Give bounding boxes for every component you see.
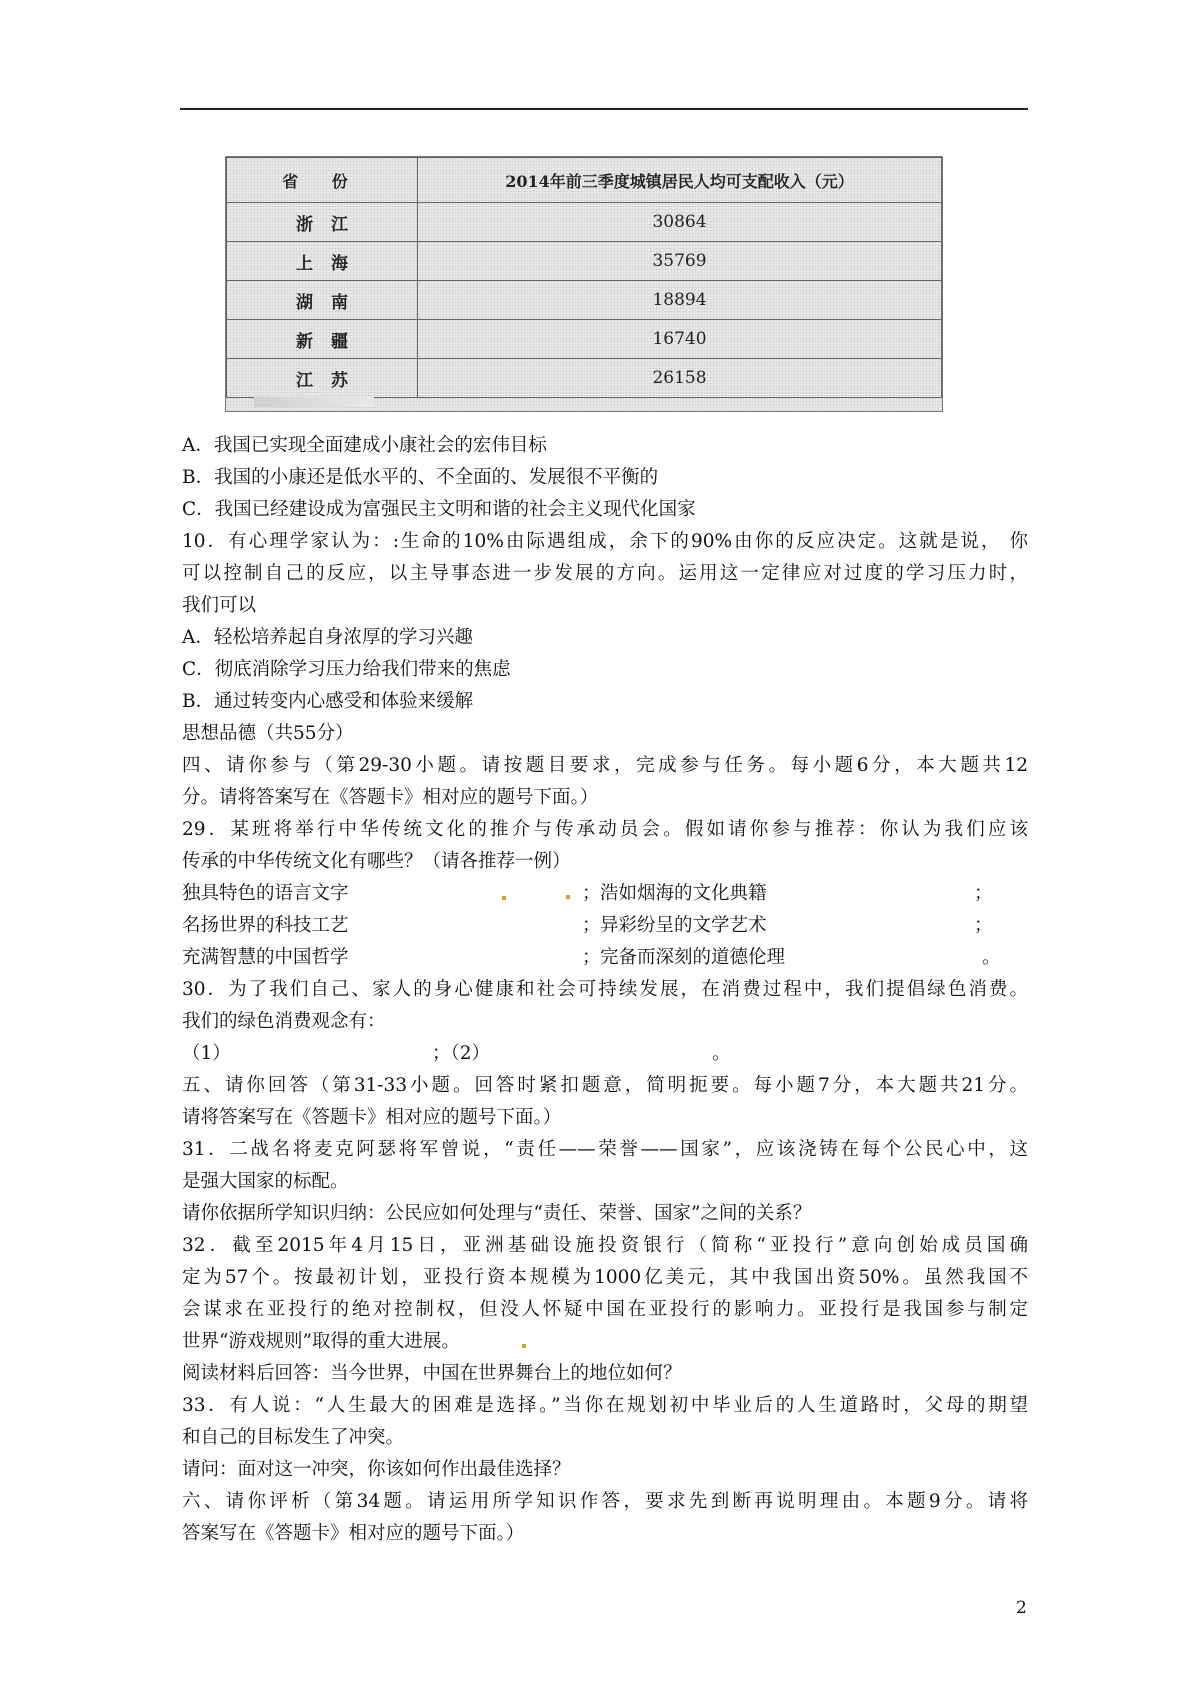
question-32-line-4: 世界“游戏规则”取得的重大进展。 [182,1331,460,1352]
question-30-line-2: 我们的绿色消费观念有： [182,1011,386,1032]
question-31-line-2: 是强大国家的标配。 [182,1171,349,1192]
table-row [227,320,942,359]
header-rule [180,108,1028,110]
culture-left: 充满智慧的中国哲学 [182,947,349,968]
income-table [226,157,942,398]
option-c: C．我国已经建设成为富强民主文明和谐的社会主义现代化国家 [182,499,696,520]
table-row [227,203,942,242]
province-cell: 湖南 [227,281,418,320]
culture-sep: ； [582,883,601,904]
culture-sep: ； [582,947,601,968]
q10-option-a: A．轻松培养起自身浓厚的学习兴趣 [182,627,473,648]
culture-right: 异彩纷呈的文学艺术 [600,915,767,936]
culture-row [182,946,1001,970]
culture-end: 。 [982,947,1001,968]
question-32-line-3: 会谋求在亚投行的绝对控制权，但没人怀疑中国在亚投行的影响力。亚投行是我国参与制定 [182,1299,1028,1320]
province-cell: 江苏 [227,359,418,398]
province-cell: 新疆 [227,320,418,359]
table-row [227,242,942,281]
income-cell: 26158 [418,359,942,398]
province-cell: 浙江 [227,203,418,242]
section-4-line-1: 四、请你参与（第29-30小题。请按题目要求，完成参与任务。每小题6分，本大题共12 [182,755,1028,776]
scan-smudge [254,397,374,407]
culture-left: 名扬世界的科技工艺 [182,915,349,936]
header-province: 省 份 [227,158,418,203]
question-32-prompt: 阅读材料后回答：当今世界，中国在世界舞台上的地位如何？ [182,1363,682,1384]
option-a: A．我国已实现全面建成小康社会的宏伟目标 [182,435,547,456]
consumption-end: 。 [712,1043,731,1064]
q10-option-b: B．通过转变内心感受和体验来缓解 [182,691,474,712]
section-title: 思想品德（共55分） [182,723,354,744]
question-10-line-1: 10．有心理学家认为：:生命的10%由际遇组成，余下的90%由你的反应决定。这就是说， 你 [182,531,1028,552]
consumption-p1: （1） [182,1043,231,1064]
scan-dot [566,895,570,899]
question-31-prompt: 请你依据所学知识归纳：公民应如何处理与“责任、荣誉、国家”之间的关系？ [182,1203,812,1224]
section-5-line-2: 请将答案写在《答题卡》相对应的题号下面。） [182,1107,562,1128]
consumption-row [182,1042,731,1066]
question-30-line-1: 30．为了我们自己、家人的身心健康和社会可持续发展，在消费过程中，我们提倡绿色消费。 [182,979,1028,1000]
income-cell: 30864 [418,203,942,242]
table-header-row [227,158,942,203]
page-number: 2 [1016,1598,1027,1618]
question-33-line-1: 33．有人说：“人生最大的困难是选择。”当你在规划初中毕业后的人生道路时，父母的期望 [182,1395,1028,1416]
culture-row [182,882,993,906]
question-10-line-3: 我们可以 [182,595,257,616]
culture-end: ； [974,915,993,936]
province-cell: 上海 [227,242,418,281]
section-6-line-2: 答案写在《答题卡》相对应的题号下面。） [182,1523,525,1544]
income-cell: 16740 [418,320,942,359]
table-row [227,281,942,320]
culture-sep: ； [582,915,601,936]
consumption-sep: ；（2） [432,1043,491,1064]
culture-right: 浩如烟海的文化典籍 [600,883,767,904]
income-cell: 18894 [418,281,942,320]
section-6-line-1: 六、请你评析（第34题。请运用所学知识作答，要求先到断再说明理由。本题9分。请将 [182,1491,1028,1512]
question-32-line-1: 32．截至2015年4月15日，亚洲基础设施投资银行（简称“亚投行”意向创始成员国确 [182,1235,1028,1256]
question-33-line-2: 和自己的目标发生了冲突。 [182,1427,405,1448]
income-cell: 35769 [418,242,942,281]
q10-option-c: C．彻底消除学习压力给我们带来的焦虑 [182,659,511,680]
question-29-line-2: 传承的中华传统文化有哪些？（请各推荐一例） [182,851,571,872]
section-5-line-1: 五、请你回答（第31-33小题。回答时紧扣题意，简明扼要。每小题7分，本大题共21分。 [182,1075,1028,1096]
culture-left: 独具特色的语言文字 [182,883,349,904]
section-4-line-2: 分。请将答案写在《答题卡》相对应的题号下面。） [182,787,599,808]
option-b: B．我国的小康还是低水平的、不全面的、发展很不平衡的 [182,467,659,488]
table-row [227,359,942,398]
question-10-line-2: 可以控制自己的反应，以主导事态进一步发展的方向。运用这一定律应对过度的学习压力时， [182,563,1028,584]
culture-end: ； [974,883,993,904]
scan-dot [522,1344,526,1348]
income-table-image [225,156,943,412]
question-33-prompt: 请问：面对这一冲突，你该如何作出最佳选择？ [182,1459,571,1480]
question-32-line-2: 定为57个。按最初计划，亚投行资本规模为1000亿美元，其中我国出资50%。虽然我国不 [182,1267,1028,1288]
scan-dot [502,896,506,900]
culture-right: 完备而深刻的道德伦理 [600,947,786,968]
header-income: 2014年前三季度城镇居民人均可支配收入（元） [418,158,942,203]
question-29-line-1: 29．某班将举行中华传统文化的推介与传承动员会。假如请你参与推荐：你认为我们应该 [182,819,1028,840]
culture-row [182,914,993,938]
question-31-line-1: 31．二战名将麦克阿瑟将军曾说，“责任——荣誉——国家”，应该浇铸在每个公民心中，这 [182,1139,1028,1160]
